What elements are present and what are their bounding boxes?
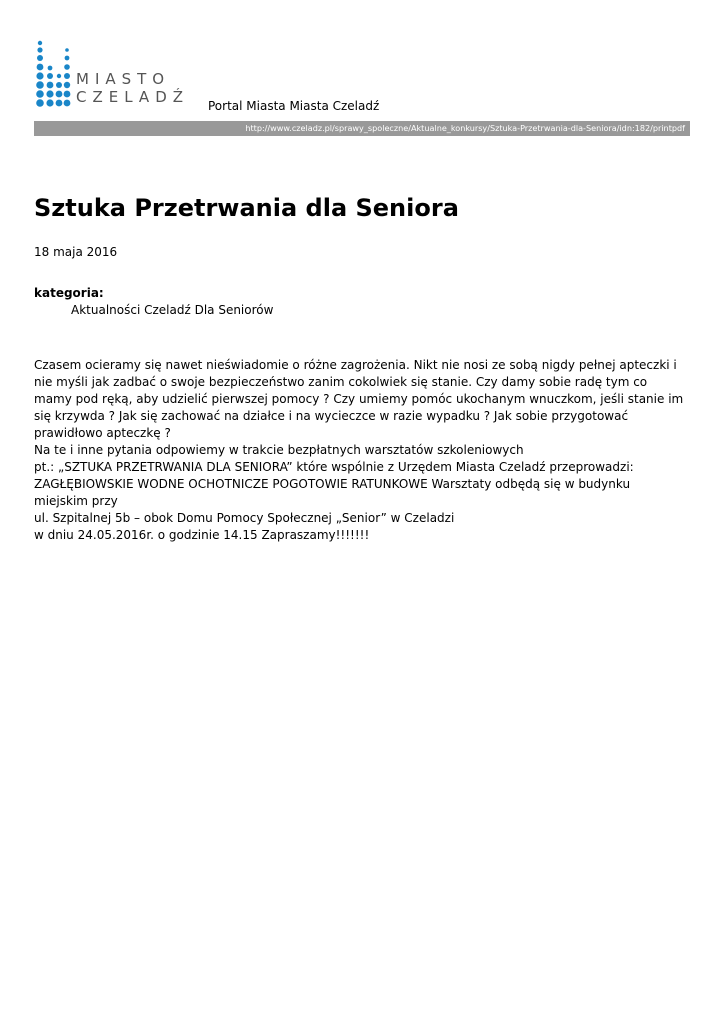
page-url: http://www.czeladz.pl/sprawy_spoleczne/Aktualne_konkursy/Sztuka-Przetrwania-dla-Seniora/idn:182/printpdf [245, 123, 685, 133]
body-line: miejskim przy [34, 494, 118, 508]
body-line: w dniu 24.05.2016r. o godzinie 14.15 Zapraszamy!!!!!!! [34, 528, 370, 542]
body-line: pt.: „SZTUKA PRZETRWANIA DLA SENIORA” które wspólnie z Urzędem Miasta Czeladź przeprowadzi: [34, 460, 634, 474]
body-line: prawidłowo apteczkę ? [34, 426, 171, 440]
body-line: Na te i inne pytania odpowiemy w trakcie bezpłatnych warsztatów szkoleniowych [34, 443, 524, 457]
article-body [34, 357, 694, 544]
body-line: mamy pod ręką, aby udzielić pierwszej pomocy ? Czy umiemy pomóc ukochanym wnuczkom, jeśli stanie im [34, 392, 684, 406]
body-line: ul. Szpitalnej 5b – obok Domu Pomocy Społecznej „Senior” w Czeladzi [34, 511, 455, 525]
page-header [34, 38, 690, 118]
body-line: Czasem ocieramy się nawet nieświadomie o różne zagrożenia. Nikt nie nosi ze sobą nigdy pełnej apteczki i [34, 358, 677, 372]
body-line: nie myśli jak zadbać o swoje bezpieczeństwo zanim cokolwiek się stanie. Czy damy sobie radę tym co [34, 375, 648, 389]
category-value: Aktualności Czeladź Dla Seniorów [71, 303, 274, 317]
city-logo [34, 38, 204, 110]
url-bar [34, 121, 690, 136]
article-date: 18 maja 2016 [34, 245, 118, 259]
logo-text-miasto: MIASTO [76, 70, 171, 88]
article-title: Sztuka Przetrwania dla Seniora [34, 194, 459, 222]
body-line: się krzywda ? Jak się zachować na działce i na wycieczce w razie wypadku ? Jak sobie przygotować [34, 409, 629, 423]
logo-dots-graphic [34, 38, 74, 110]
portal-name: Portal Miasta Miasta Czeladź [208, 99, 380, 113]
category-label: kategoria: [34, 286, 104, 300]
body-line: ZAGŁĘBIOWSKIE WODNE OCHOTNICZE POGOTOWIE RATUNKOWE Warsztaty odbędą się w budynku [34, 477, 631, 491]
logo-text-czeladz: CZELADŹ [76, 88, 190, 106]
